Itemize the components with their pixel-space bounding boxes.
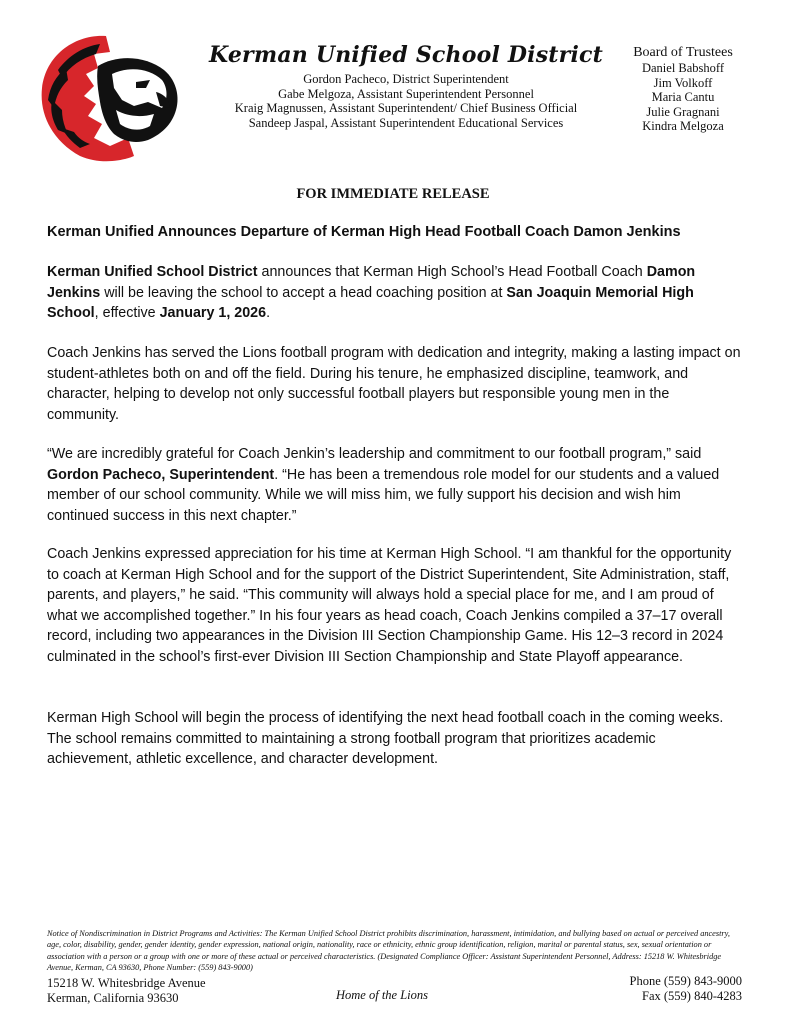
text: .	[266, 305, 271, 322]
bold-text: Gordon Pacheco, Superintendent	[47, 466, 275, 483]
paragraph-5: Kerman High School will begin the process of identifying the next head football coach in the coming weeks. The school remains committed to maintaining a strong football program that prioritizes academic achievement, athletic excellence, and character development.	[47, 710, 724, 768]
board-member: Daniel Babshoff	[641, 61, 725, 75]
text: . “He has been a tremendous role model for our students and a valued member of our school community. While we will miss him, we fully support his decision and wish him continued success in this next chapter.”	[47, 466, 720, 524]
bold-text: San Joaquin Memorial High School	[47, 284, 694, 322]
text: , effective	[94, 305, 160, 322]
contact-numbers	[630, 974, 743, 1004]
address-line: Kerman, California 93630	[47, 991, 179, 1005]
bold-text: Kerman Unified School District	[47, 264, 258, 280]
text: announces that Kerman High School’s Head Football Coach	[257, 264, 647, 280]
headline: Kerman Unified Announces Departure of Kerman High Head Football Coach Damon Jenkins	[47, 224, 681, 240]
motto: Home of the Lions	[336, 988, 429, 1002]
fax-number: Fax (559) 840-4283	[642, 989, 742, 1003]
lion-logo-icon	[36, 30, 186, 165]
address-line: 15218 W. Whitesbridge Avenue	[47, 976, 206, 990]
district-name: Kerman Unified School District	[209, 42, 603, 68]
text: will be leaving the school to accept a head coaching position at	[100, 284, 507, 301]
administrator-line: Gordon Pacheco, District Superintendent	[303, 72, 509, 86]
text: “We are incredibly grateful for Coach Jenkin’s leadership and commitment to our football program,” said	[47, 446, 702, 462]
administrator-line: Sandeep Jaspal, Assistant Superintendent Educational Services	[248, 115, 564, 130]
bold-text: Damon Jenkins	[47, 264, 696, 301]
board-member: Julie Gragnani	[646, 104, 720, 119]
board-member: Maria Cantu	[651, 90, 715, 104]
phone-number: Phone (559) 843-9000	[629, 974, 742, 988]
administrator-line: Gabe Melgoza, Assistant Superintendent Personnel	[278, 86, 534, 101]
administrator-line: Kraig Magnussen, Assistant Superintendent/ Chief Business Official	[234, 101, 578, 115]
board-title: Board of Trustees	[633, 45, 733, 60]
administrator-list	[196, 72, 616, 130]
paragraph-2: Coach Jenkins has served the Lions football program with dedication and integrity, making a lasting impact on student-athletes both on and off the field. During his tenure, he emphasized discipline, teamwork, and character, helping to develop not only successful football players but responsible young men in the community.	[47, 345, 741, 423]
board-member: Jim Volkoff	[653, 75, 713, 90]
paragraph-4: Coach Jenkins expressed appreciation for his time at Kerman High School. “I am thankful for the opportunity to coach at Kerman High School and for the support of the District Superintendent, Site Administration, staff, parents, and players,” he said. “This community will always hold a special place for me, and I am proud of what we accomplished together.” In his four years as head coach, Coach Jenkins compiled a 37–17 overall record, including two appearances in the Division III Section Championship Game. His 12–3 record in 2024 culminated in the school’s first-ever Division III Section Championship and State Playoff appearance.	[47, 546, 732, 665]
board-of-trustees	[616, 45, 750, 134]
paragraph-1	[47, 262, 741, 324]
board-member: Kindra Melgoza	[642, 119, 724, 133]
district-address	[47, 976, 206, 1006]
bold-text: January 1, 2026	[159, 305, 267, 322]
paragraph-3	[47, 444, 741, 526]
release-label: FOR IMMEDIATE RELEASE	[296, 186, 490, 202]
nondiscrimination-notice: Notice of Nondiscrimination in District Programs and Activities: The Kerman Unified School District prohibits discrimination, harassment, intimidation, and bullying based on actual or perceived ancestry, age, color, disability, gender, gender identity, gender expression, national origin, nationality, race or ethnicity, ethnic group identification, religion, marital or parental status, sex, sexual orientation or association with a person or a group with one or more of these actual or perceived characteristics. (Designated Compliance Officer: Assistant Superintendent Personnel, Address: 15218 W. Whitesbridge Avenue, Kerman, CA 93630, Phone Number: (559) 843-9000)	[47, 929, 730, 973]
